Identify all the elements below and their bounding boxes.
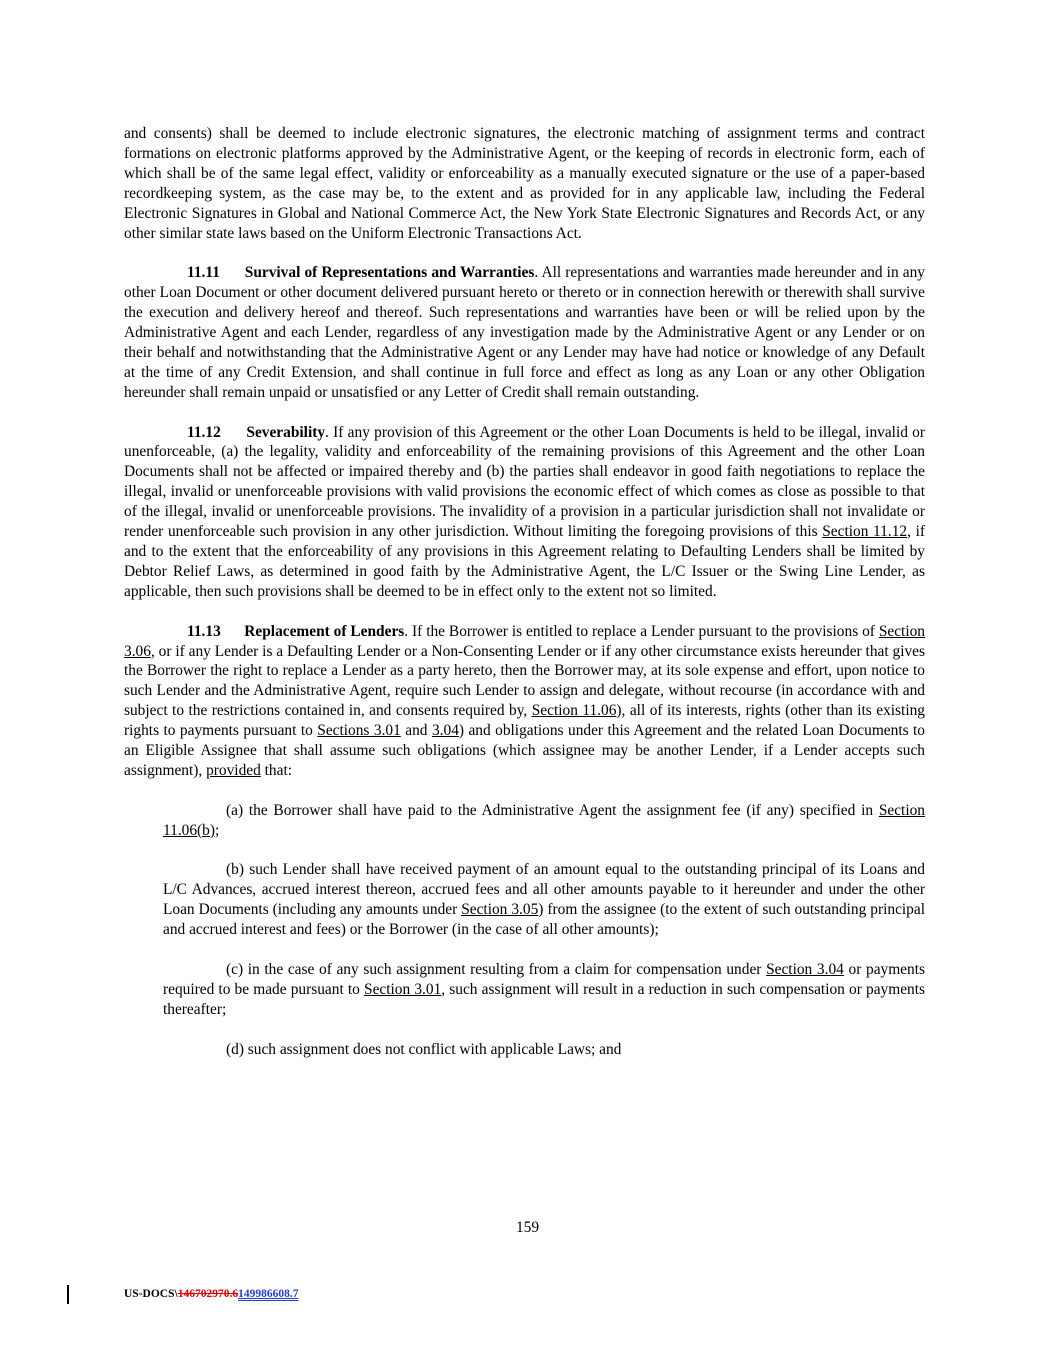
section-11-11 [124, 263, 925, 402]
section-text: , or if any Lender is a Defaulting Lender or a Non-Consenting Lender or if any other circumstance exists hereunder that gives the Borrower the right to replace a Lender as a party hereto, then the Borrower may, at its sole expense and effort, upon notice to such Lender and the Administrative Agent, require such Lender to assign and delegate, without recourse (in accordance with and subject to the restrictions contained in, and consents required by, [124, 642, 925, 720]
section-text: , if and to the extent that the enforceability of any provisions in this Agreement relating to Defaulting Lenders shall be limited by Debtor Relief Laws, as determined in good faith by the Administrative Agent, the L/C Issuer or the Swing Line Lender, as applicable, then such provisions shall be deemed to be in effect only to the extent not so limited. [124, 523, 925, 600]
clause-text: (c) in the case of any such assignment resulting from a claim for compensation under [226, 960, 767, 978]
section-reference: Section 3.06 [124, 622, 925, 660]
section-reference: Section 3.04 [766, 960, 844, 978]
section-reference: Sections 3.01 [317, 722, 401, 740]
clause-d [163, 1040, 925, 1060]
clause-text: ; [215, 821, 220, 839]
section-reference: 3.04 [431, 722, 459, 740]
clause-text: (d) such assignment does not conflict with applicable Laws; and [226, 1040, 622, 1058]
doc-id-deleted: 146702970.6 [177, 1288, 239, 1300]
section-number: 11.13 [187, 622, 221, 640]
section-number: 11.11 [187, 264, 220, 282]
clause-text: ) from the assignee (to the extent of such outstanding principal and accrued interest and fees) or the Borrower (in the case of all other amounts); [163, 901, 925, 939]
clause-b [163, 860, 925, 940]
change-bar [67, 1285, 69, 1304]
section-text: and [400, 722, 432, 740]
section-11-13 [124, 622, 925, 781]
section-text: . All representations and warranties made hereunder and in any other Loan Document or other document delivered pursuant hereto or thereto or in connection herewith or therewith shall survive the execution and delivery hereof and thereof. Such representations and warranties have been or will be relied upon by the Administrative Agent and each Lender, regardless of any investigation made by the Administrative Agent or any Lender or on their behalf and notwithstanding that the Administrative Agent or any Lender may have had notice or knowledge of any Default at the time of any Credit Extension, and shall continue in full force and effect as long as any Loan or any other Obligation hereunder shall remain unpaid or unsatisfied or any Letter of Credit shall remain outstanding. [124, 264, 926, 401]
section-reference: Section 3.01 [364, 980, 442, 998]
section-text: that: [260, 761, 292, 779]
section-title: Severability [246, 423, 326, 441]
section-text: . If any provision of this Agreement or the other Loan Documents is held to be illegal, invalid or unenforceable, (a) the legality, validity and enforceability of the remaining provisions of this Agreement and the other Loan Documents shall not be affected or impaired thereby and (b) the parties shall endeavor in good faith negotiations to replace the illegal, invalid or unenforceable provisions with valid provisions the economic effect of which comes as close as possible to that of the illegal, invalid or unenforceable provisions. The invalidity of a provision in a particular jurisdiction shall not invalidate or render unenforceable such provision in any other jurisdiction. Without limiting the foregoing provisions of this [124, 423, 925, 541]
section-title: Replacement of Lenders [244, 622, 405, 640]
section-text: . If the Borrower is entitled to replace a Lender pursuant to the provisions of [404, 622, 879, 640]
section-number: 11.12 [187, 423, 221, 441]
clause-text: or payments required to be made pursuant to [163, 960, 925, 998]
doc-id-prefix: US-DOCS\ [124, 1288, 178, 1300]
section-11-12 [124, 423, 925, 602]
doc-id-inserted: 149986608.7 [238, 1288, 299, 1300]
clause-text: (a) the Borrower shall have paid to the Administrative Agent the assignment fee (if any) specified in [226, 801, 879, 819]
section-reference: Section 3.05 [461, 901, 539, 919]
paragraph-intro: and consents) shall be deemed to include electronic signatures, the electronic matching of assignment terms and contract formations on electronic platforms approved by the Administrative Agent, or the keeping of records in electronic form, each of which shall be of the same legal effect, validity or enforceability as a manually executed signature or the use of a paper-based recordkeeping system, as the case may be, to the extent and as provided for in any applicable law, including the Federal Electronic Signatures in Global and National Commerce Act, the New York State Electronic Signatures and Records Act, or any other similar state laws based on the Uniform Electronic Transactions Act. [124, 125, 925, 242]
section-reference: Section 11.06 [531, 702, 617, 720]
section-reference: Section 11.12 [822, 523, 908, 541]
document-body [124, 124, 925, 1059]
clause-a [163, 801, 925, 841]
provided-term: provided [206, 761, 261, 779]
section-reference: Section 11.06(b) [163, 801, 925, 839]
section-text: ), all of its interests, rights (other than its existing rights to payments pursuant to [124, 702, 925, 740]
document-id-footer [124, 1288, 298, 1300]
clause-text: (b) such Lender shall have received payment of an amount equal to the outstanding principal of its Loans and L/C Advances, accrued interest thereon, accrued fees and all other amounts payable to it hereunder and under the other Loan Documents (including any amounts under [163, 861, 925, 919]
page-number: 159 [515, 1219, 540, 1236]
section-text: ) and obligations under this Agreement and the related Loan Documents to an Eligible Assignee that shall assume such obligations (which assignee may be another Lender, if a Lender accepts such assignment), [124, 722, 926, 779]
section-title: Survival of Representations and Warranties [244, 264, 535, 282]
clause-c [163, 960, 925, 1020]
clause-text: , such assignment will result in a reduction in such compensation or payments thereafter; [163, 980, 925, 1018]
